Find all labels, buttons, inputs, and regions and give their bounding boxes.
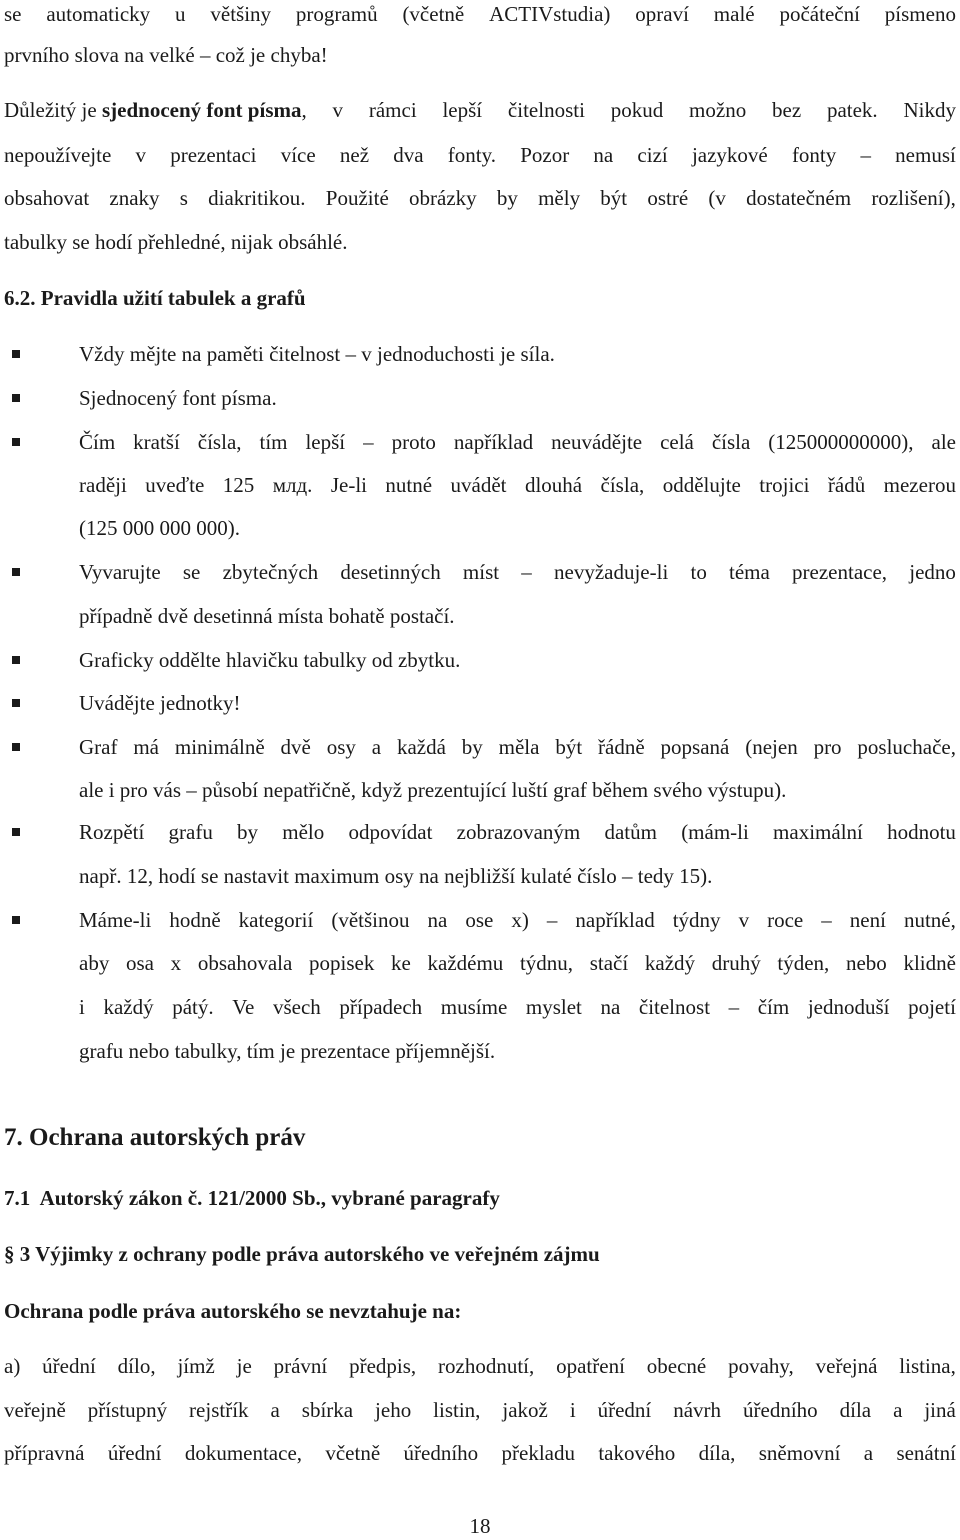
bullet-text-line: Graficky oddělte hlavičku tabulky od zbytku. xyxy=(79,648,461,672)
font-para-end: , v rámci lepší čitelnosti pokud možno bez patek. Nikdy xyxy=(301,98,956,122)
bullet-text-line: aby osa x obsahovala popisek ke každému týdnu, stačí každý druhý týden, nebo klidně xyxy=(79,951,956,975)
section-heading: 6.2. Pravidla užití tabulek a grafů xyxy=(4,286,306,310)
bullet-text-line: Vždy mějte na paměti čitelnost – v jednoduchosti je síla. xyxy=(79,342,555,366)
ochrana-heading: Ochrana podle práva autorského se nevztahuje na: xyxy=(4,1299,462,1323)
text-line: přípravná úřední dokumentace, včetně úředního překladu takového díla, sněmovní a senátní xyxy=(4,1441,956,1465)
bullet-marker xyxy=(12,916,20,924)
text-line: se automaticky u většiny programů (včetně ACTIVstudia) opraví malé počáteční písmeno xyxy=(4,2,956,26)
page-number: 18 xyxy=(469,1514,491,1538)
text-line: prvního slova na velké – což je chyba! xyxy=(4,43,328,67)
bullet-text-line: Rozpětí grafu by mělo odpovídat zobrazovaným datům (mám-li maximální hodnotu xyxy=(79,820,956,844)
bullet-text-line: Máme-li hodně kategorií (většinou na ose x) – například týdny v roce – není nutné, xyxy=(79,908,956,932)
bullet-marker xyxy=(12,350,20,358)
font-para-start: Důležitý je xyxy=(4,98,102,122)
bullet-marker xyxy=(12,394,20,402)
subsection-suffix: , vybrané paragrafy xyxy=(320,1186,500,1210)
bullet-marker xyxy=(12,438,20,446)
bullet-marker xyxy=(12,699,20,707)
bullet-text-line: Sjednocený font písma. xyxy=(79,386,277,410)
bullet-text-line: Čím kratší čísla, tím lepší – proto například neuvádějte celá čísla (125000000000), ale xyxy=(79,430,956,454)
bullet-text-line: grafu nebo tabulky, tím je prezentace příjemnější. xyxy=(79,1039,496,1063)
bullet-text-line: Uvádějte jednotky! xyxy=(79,691,241,715)
paragraph-heading: § 3 Výjimky z ochrany podle práva autorského ve veřejném zájmu xyxy=(4,1242,600,1266)
bullet-marker xyxy=(12,828,20,836)
bullet-marker xyxy=(12,743,20,751)
bullet-text-line: Graf má minimálně dvě osy a každá by měla být řádně popsaná (nejen pro posluchače, xyxy=(79,735,956,759)
text-line: nepoužívejte v prezentaci více než dva fonty. Pozor na cizí jazykové fonty – nemusí xyxy=(4,143,956,167)
text-line: veřejně přístupný rejstřík a sbírka jeho listin, jakož i úřední návrh úředního díla a jiná xyxy=(4,1398,956,1422)
bullet-marker xyxy=(12,568,20,576)
bullet-text-line: případně dvě desetinná místa bohatě postačí. xyxy=(79,604,455,628)
subsection-heading xyxy=(4,1184,956,1212)
subsection-title: 7.1 Autorský zákon č. 121/2000 Sb. xyxy=(4,1186,321,1210)
text-line: obsahovat znaky s diakritikou. Použité obrázky by měly být ostré (v dostatečném rozlišení), xyxy=(4,186,956,210)
bullet-text-line: raději uveďte 125 млд. Je-li nutné uvádět dlouhá čísla, oddělujte trojici řádů mezerou xyxy=(79,473,956,497)
bullet-text-line: i každý pátý. Ve všech případech musíme myslet na čitelnost – čím jednoduší pojetí xyxy=(79,995,956,1019)
text-line: a) úřední dílo, jímž je právní předpis, rozhodnutí, opatření obecné povahy, veřejná listina, xyxy=(4,1354,956,1378)
chapter-heading: 7. Ochrana autorských práv xyxy=(4,1124,306,1151)
text-line: tabulky se hodí přehledné, nijak obsáhlé. xyxy=(4,230,348,254)
bullet-text-line: např. 12, hodí se nastavit maximum osy na nejbližší kulaté číslo – tedy 15). xyxy=(79,864,713,888)
bullet-text-line: (125 000 000 000). xyxy=(79,516,240,540)
bullet-text-line: Vyvarujte se zbytečných desetinných míst – nevyžaduje-li to téma prezentace, jedno xyxy=(79,560,956,584)
font-para-bold: sjednocený font písma xyxy=(101,98,302,122)
bullet-text-line: ale i pro vás – působí nepatřičně, když prezentující luští graf během svého výstupu). xyxy=(79,778,787,802)
bullet-marker xyxy=(12,656,20,664)
text-line xyxy=(4,96,956,124)
